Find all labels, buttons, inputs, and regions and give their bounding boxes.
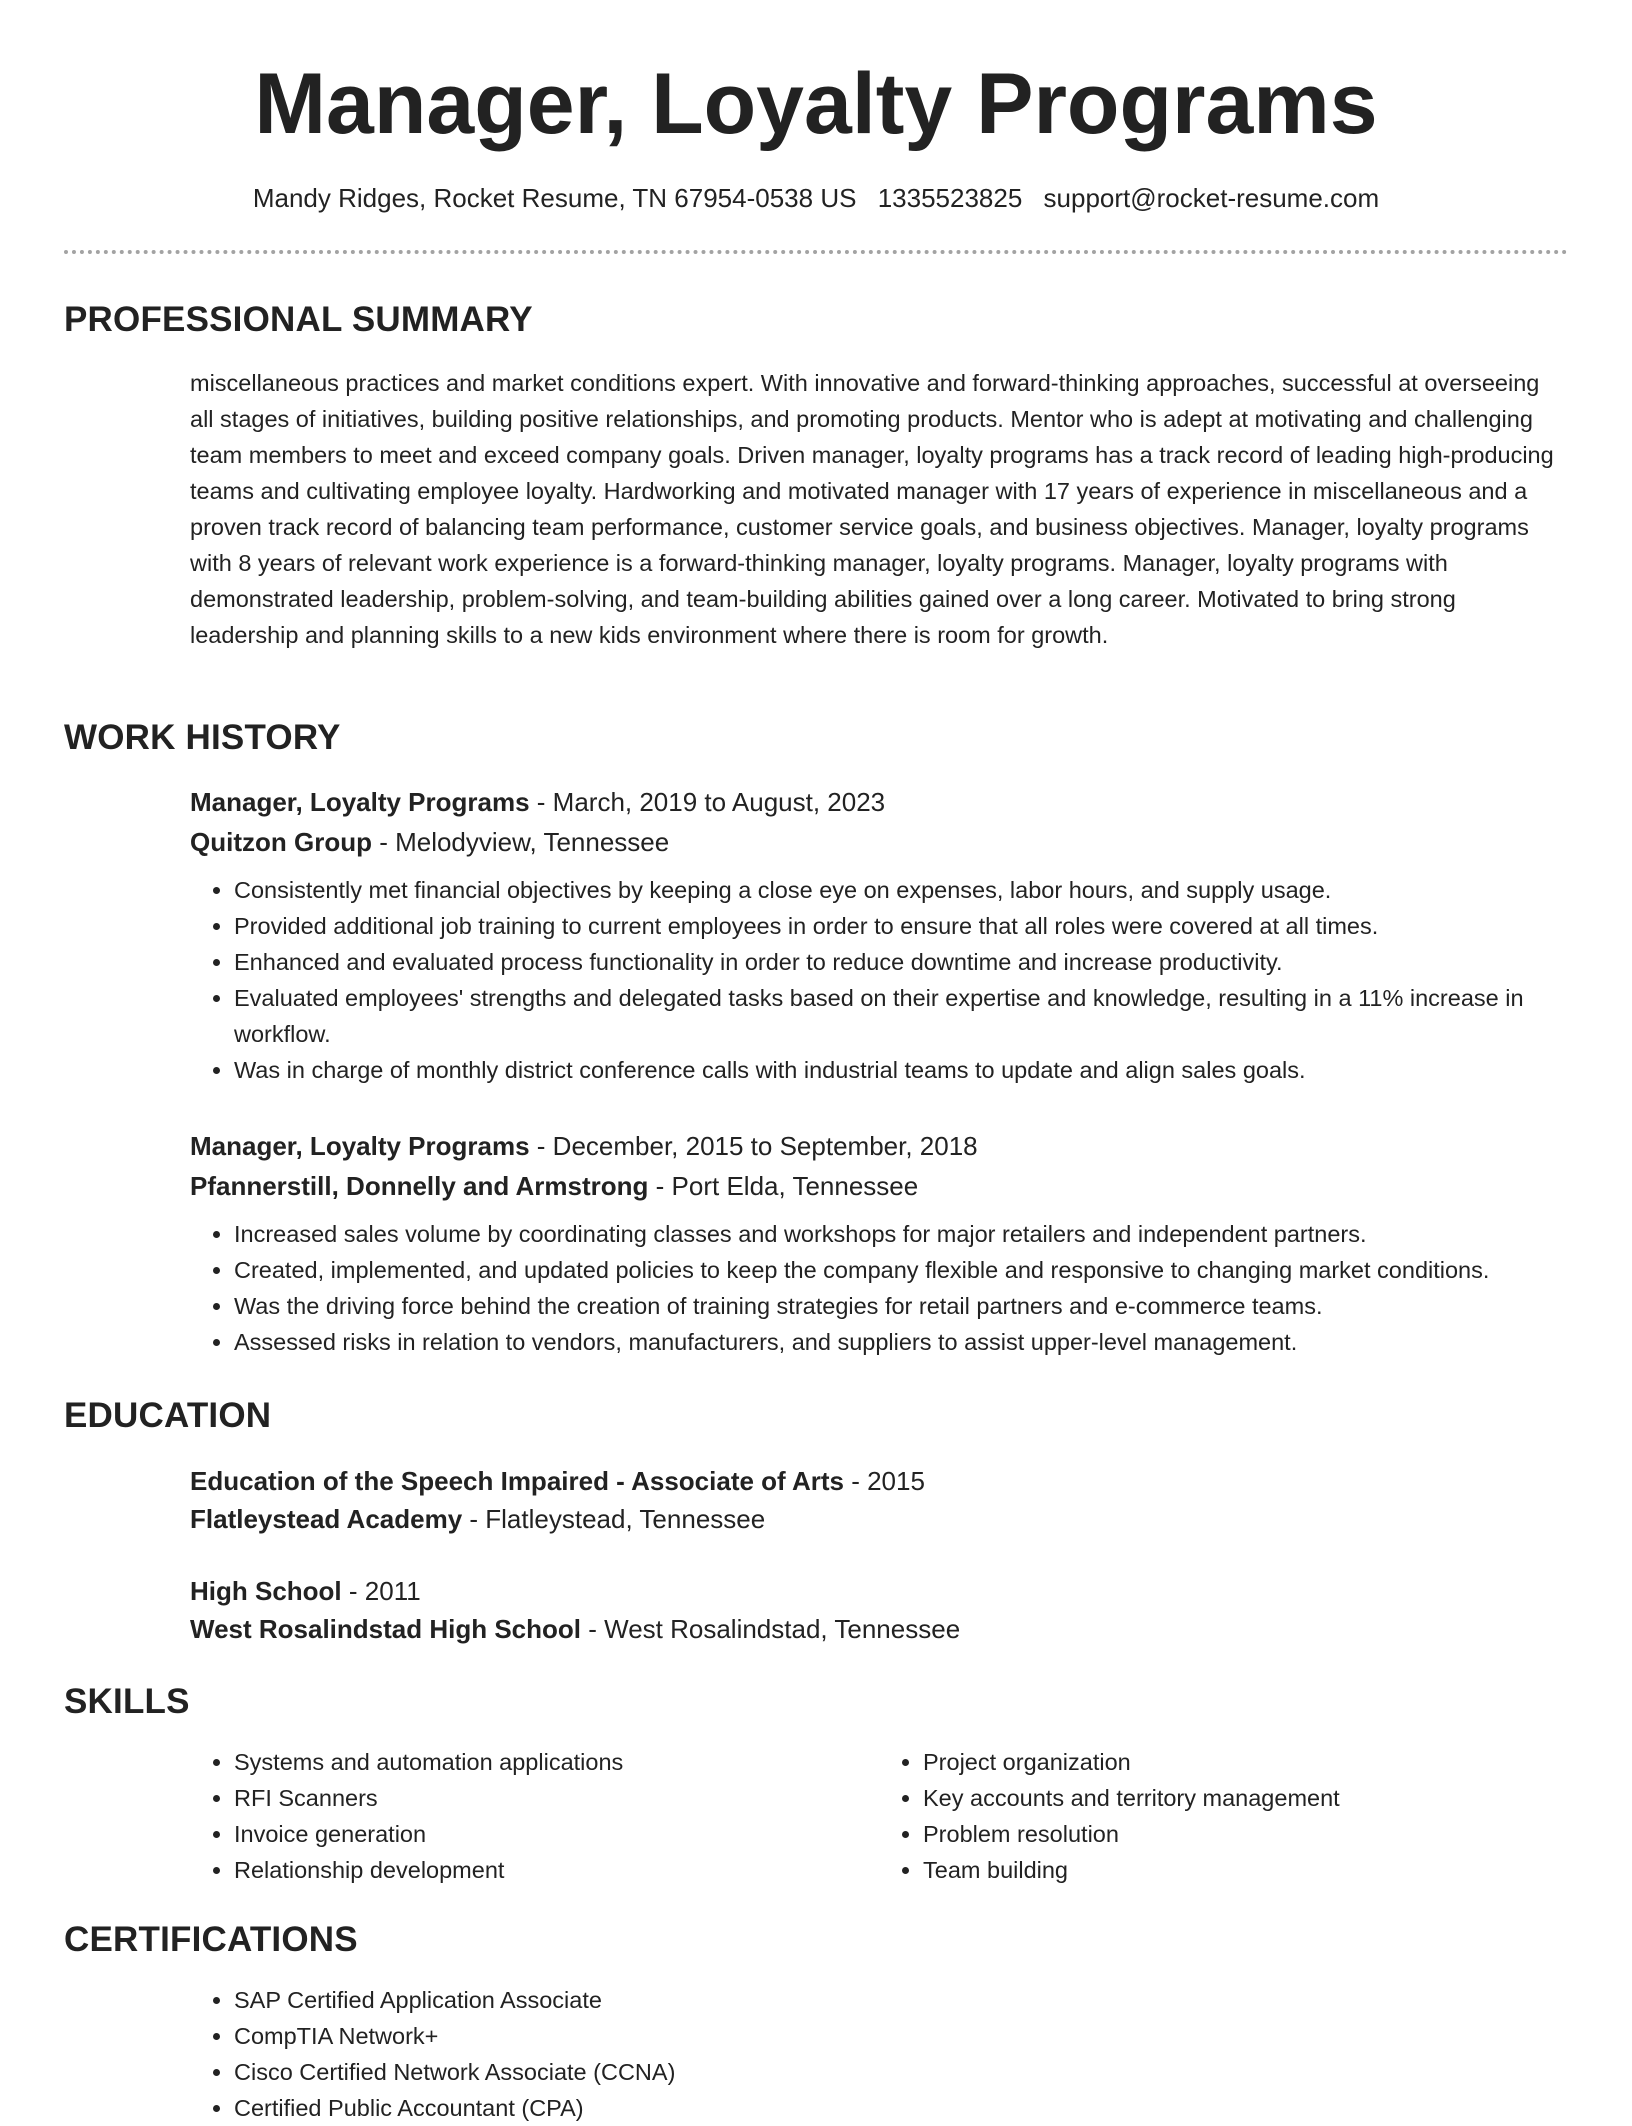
- skills-list-left: [190, 1744, 879, 1888]
- job-bullet: • Created, implemented, and updated policies to keep the company flexible and responsive to changing market conditions.: [234, 1252, 1568, 1288]
- job-bullet: • Enhanced and evaluated process functionality in order to reduce downtime and increase productivity.: [234, 944, 1568, 980]
- skills-list-right: [879, 1744, 1568, 1888]
- resume-title: Manager, Loyalty Programs: [254, 56, 1378, 152]
- job-location: - Port Elda, Tennessee: [648, 1171, 919, 1201]
- certification-item: • CompTIA Network+: [234, 2018, 1568, 2054]
- skill-item: • Project organization: [923, 1744, 1568, 1780]
- job-dates: - March, 2019 to August, 2023: [529, 787, 886, 817]
- job-title: Manager, Loyalty Programs: [190, 787, 530, 817]
- school-location: - West Rosalindstad, Tennessee: [581, 1614, 961, 1644]
- degree: Education of the Speech Impaired - Associate of Arts: [190, 1466, 844, 1496]
- job-entry: [190, 1126, 1568, 1360]
- degree-line: [190, 1571, 1568, 1611]
- contact-address: Mandy Ridges, Rocket Resume, TN 67954-0538 US: [252, 183, 857, 213]
- certification-item: • Cisco Certified Network Associate (CCNA): [234, 2054, 1568, 2090]
- job-bullet: • Was the driving force behind the creation of training strategies for retail partners and e-commerce teams.: [234, 1288, 1568, 1324]
- degree-year: - 2011: [341, 1576, 421, 1606]
- skill-item: • RFI Scanners: [234, 1780, 879, 1816]
- skill-item: • Problem resolution: [923, 1816, 1568, 1852]
- work-history-heading: WORK HISTORY: [64, 718, 341, 757]
- school-line: [190, 1501, 1568, 1537]
- skill-item: • Key accounts and territory management: [923, 1780, 1568, 1816]
- job-company-line: [190, 822, 1568, 862]
- skills-section: [190, 1744, 1568, 1888]
- job-title-line: [190, 782, 1568, 822]
- school-name: Flatleystead Academy: [190, 1504, 463, 1534]
- job-bullet: • Assessed risks in relation to vendors, manufacturers, and suppliers to assist upper-level management.: [234, 1324, 1568, 1360]
- skill-item: • Systems and automation applications: [234, 1744, 879, 1780]
- certifications-heading: CERTIFICATIONS: [64, 1920, 358, 1959]
- job-bullet: • Provided additional job training to current employees in order to ensure that all roles were covered at all times.: [234, 908, 1568, 944]
- job-entry: [190, 782, 1568, 1088]
- certifications-list: [190, 1982, 1568, 2126]
- degree-line: [190, 1461, 1568, 1501]
- header-divider: [64, 250, 1568, 254]
- school-line: [190, 1611, 1568, 1647]
- school-location: - Flatleystead, Tennessee: [462, 1504, 766, 1534]
- summary-heading: PROFESSIONAL SUMMARY: [64, 300, 533, 339]
- contact-email[interactable]: support@rocket-resume.com: [1043, 183, 1380, 213]
- skill-item: • Relationship development: [234, 1852, 879, 1888]
- certification-item: • SAP Certified Application Associate: [234, 1982, 1568, 2018]
- education-entry: [190, 1571, 1568, 1647]
- certification-item: • Certified Public Accountant (CPA): [234, 2090, 1568, 2126]
- certifications-section: [190, 1982, 1568, 2126]
- skill-item: • Invoice generation: [234, 1816, 879, 1852]
- job-title: Manager, Loyalty Programs: [190, 1131, 530, 1161]
- degree: High School: [190, 1576, 342, 1606]
- contact-phone: 1335523825: [877, 183, 1023, 213]
- job-bullet: • Increased sales volume by coordinating classes and workshops for major retailers and independent partners.: [234, 1216, 1568, 1252]
- job-bullet: • Evaluated employees' strengths and delegated tasks based on their expertise and knowledge, resulting in a 11% increase in workflow.: [234, 980, 1568, 1052]
- education-heading: EDUCATION: [64, 1396, 272, 1435]
- education-entry: [190, 1461, 1568, 1537]
- job-company-line: [190, 1166, 1568, 1206]
- skill-item: • Team building: [923, 1852, 1568, 1888]
- job-bullet: • Consistently met financial objectives by keeping a close eye on expenses, labor hours, and supply usage.: [234, 872, 1568, 908]
- degree-year: - 2015: [843, 1466, 925, 1496]
- job-company: Pfannerstill, Donnelly and Armstrong: [190, 1171, 649, 1201]
- job-title-line: [190, 1126, 1568, 1166]
- job-bullet: • Was in charge of monthly district conference calls with industrial teams to update and align sales goals.: [234, 1052, 1568, 1088]
- job-dates: - December, 2015 to September, 2018: [529, 1131, 978, 1161]
- school-name: West Rosalindstad High School: [190, 1614, 582, 1644]
- job-bullets: [190, 1216, 1568, 1360]
- job-company: Quitzon Group: [190, 827, 372, 857]
- job-location: - Melodyview, Tennessee: [371, 827, 670, 857]
- skills-grid: [190, 1744, 1568, 1888]
- summary-section: [190, 365, 1568, 653]
- contact-line: [0, 180, 1632, 216]
- summary-text: miscellaneous practices and market conditions expert. With innovative and forward-thinking approaches, successful at overseeing all stages of initiatives, building positive relationships, and promoting products. Mentor who is adept at motivating and challenging team members to meet and exceed company goals. Driven manager, loyalty programs has a track record of leading high-producing teams and cultivating employee loyalty. Hardworking and motivated manager with 17 years of experience in miscellaneous and a proven track record of balancing team performance, customer service goals, and business objectives. Manager, loyalty programs with 8 years of relevant work experience is a forward-thinking manager, loyalty programs. Manager, loyalty programs with demonstrated leadership, problem-solving, and team-building abilities gained over a long career. Motivated to bring strong leadership and planning skills to a new kids environment where there is room for growth.: [190, 370, 1554, 648]
- skills-heading: SKILLS: [64, 1682, 190, 1721]
- job-bullets: [190, 872, 1568, 1088]
